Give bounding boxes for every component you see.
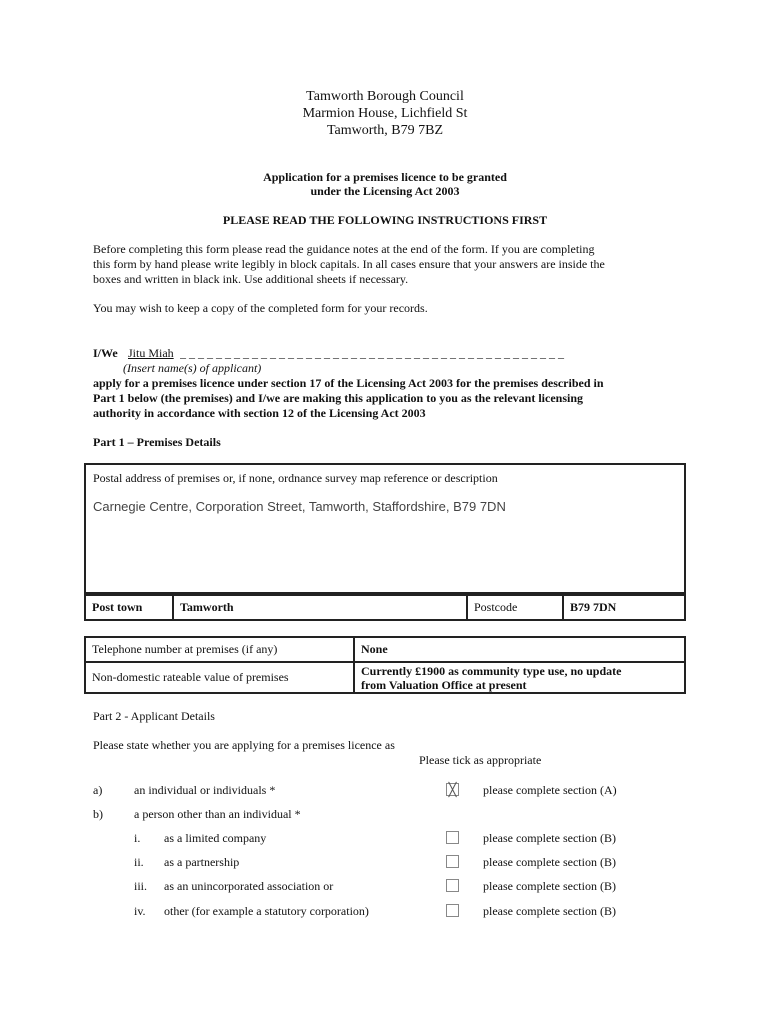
option-b-iii-checkbox[interactable]: [446, 879, 459, 892]
council-address-line: Marmion House, Lichfield St: [302, 106, 468, 121]
option-b-i-action: please complete section (B): [483, 831, 616, 845]
option-b-i-marker: i.: [134, 831, 141, 845]
rateable-value-line1: Currently £1900 as community type use, no update: [361, 663, 622, 678]
rateable-value-field[interactable]: [354, 662, 685, 693]
telephone-label: Telephone number at premises (if any): [85, 637, 354, 662]
telephone-field[interactable]: None: [354, 637, 685, 662]
premises-address-field[interactable]: Carnegie Centre, Corporation Street, Tamworth, Staffordshire, B79 7DN: [93, 499, 506, 514]
option-b-iv-action: please complete section (B): [483, 904, 616, 918]
option-b-iii-label: as an unincorporated association or: [164, 879, 334, 893]
intro-copy-note: You may wish to keep a copy of the completed form for your records.: [93, 301, 428, 315]
option-a-label: an individual or individuals *: [134, 783, 276, 797]
post-town-row: [84, 594, 686, 621]
form-title-line2: under the Licensing Act 2003: [310, 184, 460, 198]
premises-address-box: [84, 463, 686, 594]
intro-line1: Before completing this form please read the guidance notes at the end of the form. If you are completing: [93, 242, 595, 256]
option-b-ii-label: as a partnership: [164, 855, 240, 869]
intro-line3: boxes and written in black ink. Use additional sheets if necessary.: [93, 272, 409, 286]
tick-hint: Please tick as appropriate: [419, 753, 542, 767]
applicant-statement-line1: apply for a premises licence under section 17 of the Licensing Act 2003 for the premises described in: [93, 376, 604, 390]
post-town-label: Post town: [85, 595, 173, 620]
option-b-ii-action: please complete section (B): [483, 855, 616, 869]
option-b-iv-label: other (for example a statutory corporation): [164, 904, 369, 918]
option-b-iv-marker: iv.: [134, 904, 146, 918]
option-b-label: a person other than an individual *: [134, 807, 301, 821]
intro-line2: this form by hand please write legibly in block capitals. In all cases ensure that your answers are inside the: [93, 257, 605, 271]
instructions-heading: PLEASE READ THE FOLLOWING INSTRUCTIONS FIRST: [222, 213, 548, 227]
rateable-value-label: Non-domestic rateable value of premises: [85, 662, 354, 693]
council-name: Tamworth Borough Council: [306, 89, 464, 104]
option-b-i-label: as a limited company: [164, 831, 267, 845]
part2-question: Please state whether you are applying for a premises licence as: [93, 738, 395, 752]
option-b-iii-action: please complete section (B): [483, 879, 616, 893]
postcode-label: Postcode: [467, 595, 563, 620]
option-a-action: please complete section (A): [483, 783, 617, 797]
part1-heading: Part 1 – Premises Details: [93, 435, 221, 449]
option-b-i-checkbox[interactable]: [446, 831, 459, 844]
option-a-marker: a): [93, 783, 103, 797]
applicant-statement-line3: authority in accordance with section 12 of the Licensing Act 2003: [93, 406, 426, 420]
option-b-ii-checkbox[interactable]: [446, 855, 459, 868]
applicant-name-hint: (Insert name(s) of applicant): [123, 361, 262, 375]
option-b-iv-checkbox[interactable]: [446, 904, 459, 917]
premises-address-label: Postal address of premises or, if none, ordnance survey map reference or description: [93, 471, 498, 485]
option-b-iii-marker: iii.: [134, 879, 148, 893]
applicant-name-dashes: _ _ _ _ _ _ _ _ _ _ _ _ _ _ _ _ _ _ _ _ _ _ _ _ _ _ _ _ _ _ _ _ _ _ _ _ _ _ _ _ _ _ _: [180, 346, 564, 360]
part2-heading: Part 2 - Applicant Details: [93, 709, 215, 723]
option-a-checkbox[interactable]: ╳: [446, 783, 459, 796]
option-b-marker: b): [93, 807, 103, 821]
form-title-line1: Application for a premises licence to be granted: [263, 170, 507, 184]
option-b-ii-marker: ii.: [134, 855, 144, 869]
postcode-field[interactable]: B79 7DN: [563, 595, 685, 620]
post-town-field[interactable]: Tamworth: [173, 595, 467, 620]
applicant-statement-line2: Part 1 below (the premises) and I/we are making this application to you as the relevant licensing: [93, 391, 583, 405]
rateable-value-line2: from Valuation Office at present: [361, 677, 527, 692]
applicant-label: I/We: [93, 346, 118, 360]
council-address-postcode: Tamworth, B79 7BZ: [326, 123, 444, 138]
applicant-name-field[interactable]: Jitu Miah: [128, 346, 174, 360]
premises-info-table: [84, 636, 686, 694]
